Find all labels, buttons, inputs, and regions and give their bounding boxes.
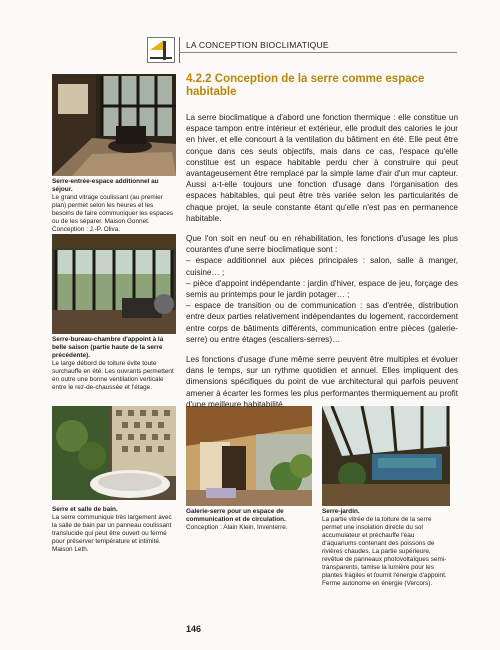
caption-text: La partie vitrée de la toiture de la serre permet une insolation directe du sol accumulateur et préchauffe l'eau d'aquariums contenant des poissons de rivières chaudes. La partie supérieure, revêtue de panneaux photovoltaïques semi-transparents, tamise la lumière pour les plantes fragiles et fournit l'énergie d'appoint. Ferme autonome en énergie (Vercors).: [322, 516, 447, 587]
caption-text: Conception : Alain Klein, Inventerre.: [186, 524, 288, 531]
caption-galerie-serre: [186, 508, 312, 532]
list-item: – pièce d'appoint indépendante : jardin d'hiver, espace de jeu, forçage des semis au printemps pour le jardin potager… ;: [186, 278, 458, 300]
caption-title: Serre et salle de bain.: [52, 506, 118, 513]
header-divider: [179, 37, 180, 63]
page-number: 146: [186, 624, 202, 634]
caption-text: La serre communique très largement avec la salle de bain par un panneau coulissant translucide qui peut être ouvert ou fermé pour préserver température et intimité. Maison Leth.: [52, 514, 172, 553]
paragraph-usage-functions: [186, 233, 458, 345]
caption-title: Serre-jardin.: [322, 508, 360, 515]
caption-title: Serre-entrée-espace additionnel au séjour.: [52, 178, 159, 193]
caption-title: Galerie-serre pour un espace de communication et de circulation.: [186, 508, 286, 523]
list-item: – espace additionnel aux pièces principales : salon, salle à manger, cuisine… ;: [186, 256, 458, 277]
body-text: [186, 112, 458, 419]
photo-serre-jardin: [322, 406, 450, 506]
house-roof-icon: [147, 37, 175, 63]
header-rule: [179, 52, 457, 53]
caption-serre-entree: [52, 178, 176, 234]
caption-text: Le grand vitrage coulissant (au premier plan) permet selon les heures et les besoins de faire communiquer les espaces ou de les séparer. Maison Gonnet. Conception : J.-P. Oliva.: [52, 194, 174, 233]
caption-serre-salle-de-bain: [52, 506, 176, 554]
photo-serre-bureau: [52, 234, 176, 334]
photo-serre-entree: [52, 74, 176, 176]
list-item: – espace de transition ou de communication : sas d'entrée, distribution entre deux parties relativement indépendantes du logement, raccordement entre corps de bâtiments différents, communication entre pièces (galerie-serre) ou entre étages (escaliers-serres)…: [186, 301, 458, 344]
caption-serre-bureau: [52, 336, 176, 392]
paragraph-multiple-functions: Les fonctions d'usage d'une même serre peuvent être multiples et évoluer dans le temps, sur un rythme quotidien et annuel. Elles impliquent des dimensions spécifiques du point de vue architectural qui parfois peuvent amener à écarter les formes les plus performantes thermiquement au profit d'une meilleure habitabilité.: [186, 355, 458, 409]
section-title: 4.2.2 Conception de la serre comme espace habitable: [186, 73, 425, 98]
paragraph-intro: Que l'on soit en neuf ou en réhabilitation, les fonctions d'usage les plus courantes d'une serre bioclimatique sont :: [186, 234, 458, 255]
caption-serre-jardin: [322, 508, 450, 588]
photo-serre-salle-de-bain: [52, 406, 176, 500]
caption-text: Le large débord de toiture évite toute surchauffe en été. Les ouvrants permettent en outre une bonne ventilation verticale entre le rez-de-chaussée et l'étage.: [52, 360, 174, 391]
photo-galerie-serre: [186, 406, 312, 506]
paragraph-thermal-function: La serre bioclimatique a d'abord une fonction thermique : elle constitue un espace tampon entre intérieur et extérieur, elle produit des calories le jour en hiver, et elle concourt à la ventilation du bâtiment en été. Elle peut être conçue dans ces seuls objectifs, mais dans ce cas, l'espace qu'elle constitue est un espace habitable perdu cher à construire qui peut avantageusement être remplacé par la simple lame d'air d'un mur capteur. Aussi a-t-elle toujours une fonction d'usage dans l'organisation des espaces habitables, qui peut être très variée selon les particularités de chaque projet, la seule constante étant qu'elle n'est pas en permanence habitable.: [186, 113, 458, 223]
running-header: LA CONCEPTION BIOCLIMATIQUE: [186, 40, 329, 50]
caption-title: Serre-bureau-chambre d'appoint à la belle saison (partie haute de la serre précédente).: [52, 336, 164, 359]
